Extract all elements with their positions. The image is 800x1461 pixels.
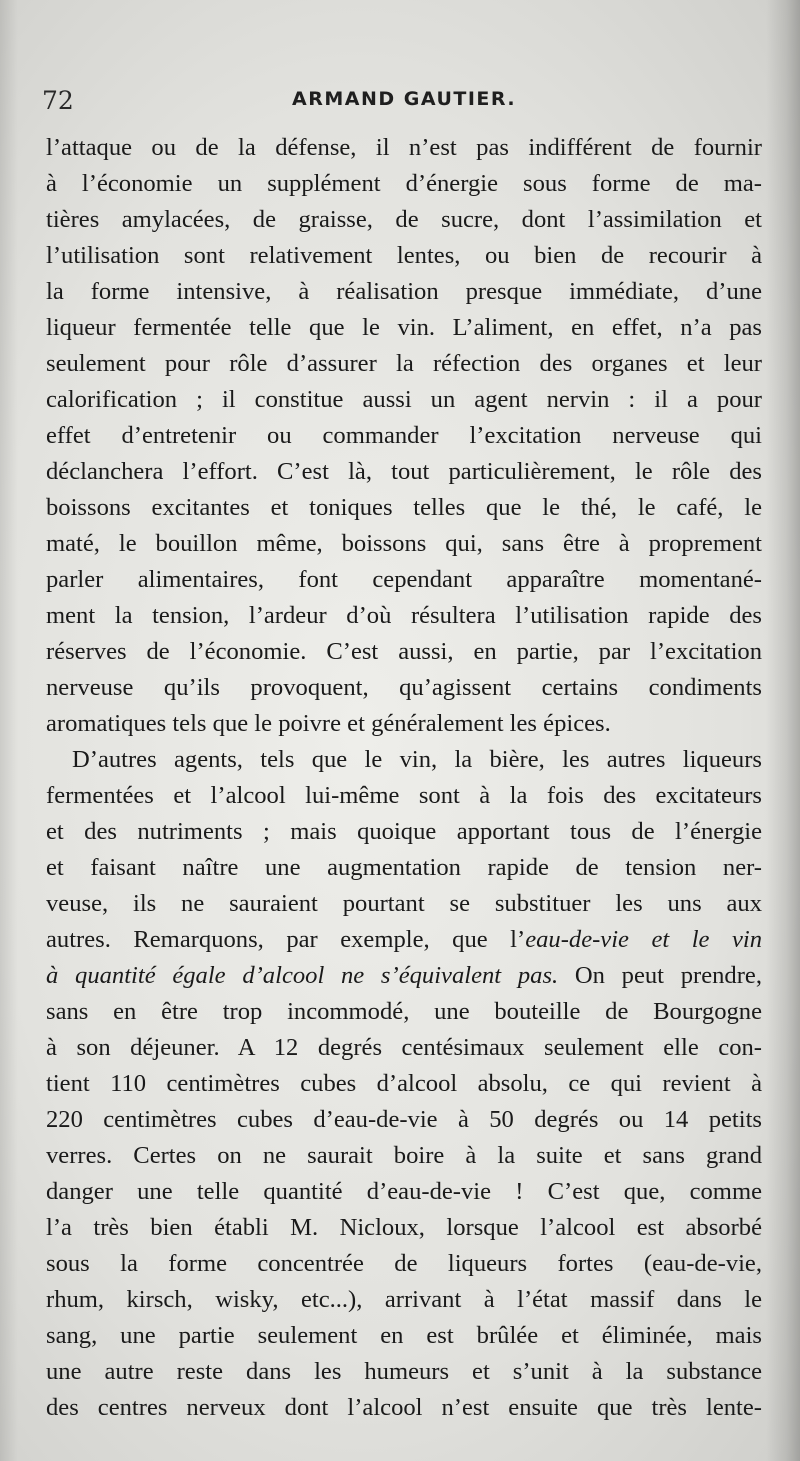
- text-line: aromatiques tels que le poivre et généralement les épices.: [46, 710, 611, 737]
- text-line: D’autres agents, tels que le vin, la bière, les autres liqueurs: [72, 746, 762, 773]
- text-line-mixed: [46, 958, 762, 994]
- text-line: déclanchera l’effort. C’est là, tout particulièrement, le rôle des: [46, 458, 762, 485]
- page-gutter-shadow: [0, 0, 18, 1461]
- text-line: parler alimentaires, font cependant apparaître momentané-: [46, 566, 762, 593]
- text-line: veuse, ils ne sauraient pourtant se substituer les uns aux: [46, 890, 762, 917]
- text-line: l’a très bien établi M. Nicloux, lorsque l’alcool est absorbé: [46, 1214, 762, 1241]
- text-run: On peut prendre,: [558, 962, 762, 989]
- text-line: seulement pour rôle d’assurer la réfection des organes et leur: [46, 350, 762, 377]
- paragraph-2: [46, 742, 762, 1426]
- text-line: et faisant naître une augmentation rapide de tension ner-: [46, 854, 762, 881]
- text-line: rhum, kirsch, wisky, etc...), arrivant à l’état massif dans le: [46, 1286, 762, 1313]
- body-text: [46, 130, 762, 1426]
- text-line: à l’économie un supplément d’énergie sous forme de ma-: [46, 170, 762, 197]
- text-line: sans en être trop incommodé, une bouteille de Bourgogne: [46, 998, 762, 1025]
- text-line: verres. Certes on ne saurait boire à la suite et sans grand: [46, 1142, 762, 1169]
- text-line: sang, une partie seulement en est brûlée et éliminée, mais: [46, 1322, 762, 1349]
- text-line: sous la forme concentrée de liqueurs fortes (eau-de-vie,: [46, 1250, 762, 1277]
- text-line: l’attaque ou de la défense, il n’est pas indifférent de fournir: [46, 134, 762, 161]
- text-line: l’utilisation sont relativement lentes, ou bien de recourir à: [46, 242, 762, 269]
- text-line: à son déjeuner. A 12 degrés centésimaux seulement elle con-: [46, 1034, 762, 1061]
- text-line: tient 110 centimètres cubes d’alcool absolu, ce qui revient à: [46, 1070, 762, 1097]
- page-number: 72: [42, 86, 74, 115]
- text-line: maté, le bouillon même, boissons qui, sans être à proprement: [46, 530, 762, 557]
- italic-run: à quantité égale d’alcool ne s’équivalent pas.: [46, 962, 559, 989]
- text-line: tières amylacées, de graisse, de sucre, dont l’assimilation et: [46, 206, 762, 233]
- page-header: [42, 82, 762, 118]
- text-line: réserves de l’économie. C’est aussi, en partie, par l’excitation: [46, 638, 762, 665]
- text-line: une autre reste dans les humeurs et s’unit à la substance: [46, 1358, 762, 1385]
- page-edge-shadow: [766, 0, 800, 1461]
- text-run: autres. Remarquons, par exemple, que l’: [46, 926, 526, 953]
- text-line: liqueur fermentée telle que le vin. L’aliment, en effet, n’a pas: [46, 314, 762, 341]
- text-line: et des nutriments ; mais quoique apportant tous de l’énergie: [46, 818, 762, 845]
- italic-run: eau-de-vie et le vin: [525, 926, 762, 953]
- text-line: danger une telle quantité d’eau-de-vie ! C’est que, comme: [46, 1178, 762, 1205]
- text-line: nerveuse qu’ils provoquent, qu’agissent certains condiments: [46, 674, 762, 701]
- text-line: ment la tension, l’ardeur d’où résultera l’utilisation rapide des: [46, 602, 762, 629]
- text-line: 220 centimètres cubes d’eau-de-vie à 50 degrés ou 14 petits: [46, 1106, 762, 1133]
- paragraph-1: [46, 130, 762, 742]
- text-line: effet d’entretenir ou commander l’excitation nerveuse qui: [46, 422, 762, 449]
- running-head: ARMAND GAUTIER.: [292, 88, 517, 110]
- text-line-mixed: [46, 922, 762, 958]
- text-line: boissons excitantes et toniques telles que le thé, le café, le: [46, 494, 762, 521]
- text-line: fermentées et l’alcool lui-même sont à la fois des excitateurs: [46, 782, 762, 809]
- text-line: calorification ; il constitue aussi un agent nervin : il a pour: [46, 386, 762, 413]
- text-line: la forme intensive, à réalisation presque immédiate, d’une: [46, 278, 762, 305]
- text-line: des centres nerveux dont l’alcool n’est ensuite que très lente-: [46, 1394, 762, 1421]
